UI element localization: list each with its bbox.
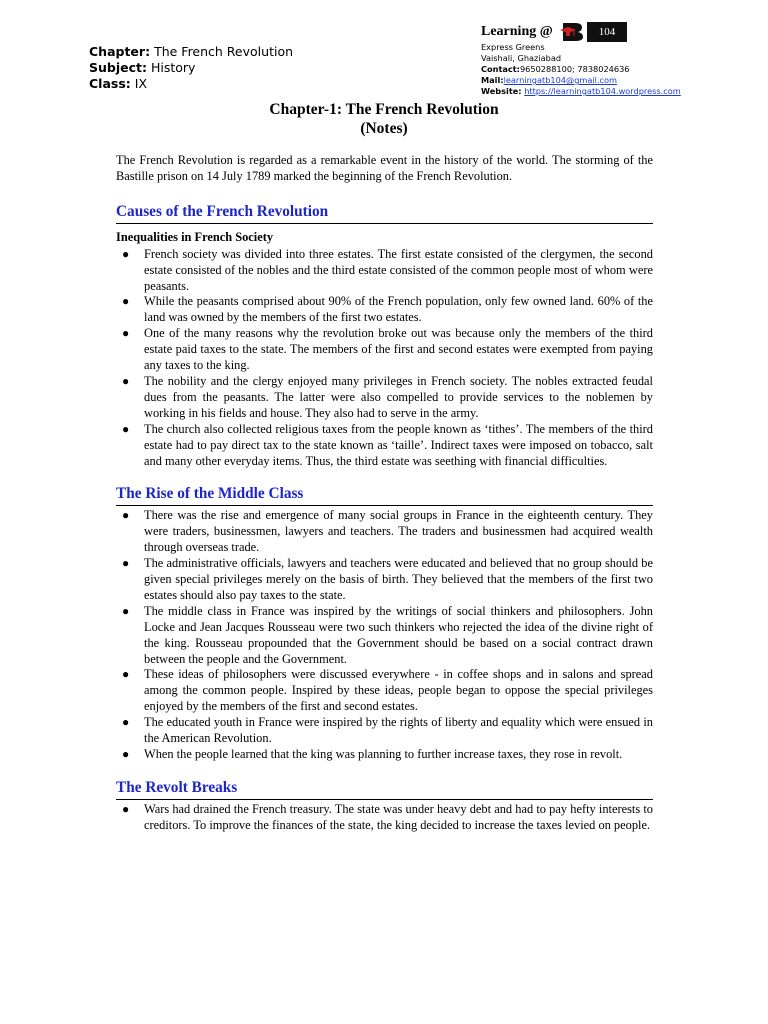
brand-line-2: Vaishali, Ghaziabad — [481, 53, 562, 63]
bullet-dot: ● — [122, 667, 130, 682]
bullet-list — [116, 802, 653, 834]
list-item: ● There was the rise and emergence of many social groups in France in the eighteenth century. They were traders, businessmen, lawyers and teachers. The traders and businessmen had acquired wealth through overseas trade. — [122, 508, 653, 555]
section-middle-class — [116, 484, 653, 763]
brand-block — [481, 22, 711, 97]
bullet-list — [116, 247, 653, 470]
class-line: Class: IX — [89, 76, 148, 91]
subject-line: Subject: History — [89, 60, 196, 75]
brand-title — [481, 22, 711, 42]
list-item: ● Wars had drained the French treasury. The state was under heavy debt and had to pay hefty interests to creditors. To improve the finances of the state, the king decided to increase the taxes levied on people. — [122, 801, 653, 832]
bullet-dot: ● — [122, 246, 130, 261]
bullet-dot: ● — [122, 508, 130, 523]
section-heading: The Revolt Breaks — [116, 778, 653, 800]
bullet-dot: ● — [122, 603, 130, 618]
contact-line: Contact:9650288100; 7838024636 — [481, 64, 630, 74]
bullet-dot: ● — [122, 556, 130, 571]
list-item: ● The middle class in France was inspired by the writings of social thinkers and philosophers. John Locke and Jean Jacques Rousseau were two such thinkers who rejected the idea of the divine right of the king. Rousseau propounded that the Government should be based on a social contract drawn between the people and the Government. — [122, 603, 653, 666]
bullet-list — [116, 508, 653, 763]
bullet-dot: ● — [122, 747, 130, 761]
section-revolt — [116, 778, 653, 834]
title-line-2: (Notes) — [360, 120, 408, 137]
brand-number: 104 — [587, 22, 628, 42]
brand-details — [481, 42, 711, 97]
brand-line-1: Express Greens — [481, 42, 545, 52]
title-line-1: Chapter-1: The French Revolution — [269, 101, 499, 118]
bullet-dot: ● — [122, 801, 130, 816]
document-meta — [89, 44, 293, 92]
section-heading: The Rise of the Middle Class — [116, 484, 653, 506]
bullet-dot: ● — [122, 715, 130, 730]
document-body — [116, 153, 653, 834]
brand-name: Learning @ — [481, 24, 553, 39]
intro-paragraph: The French Revolution is regarded as a remarkable event in the history of the world. The storming of the Bastille prison on 14 July 1789 marked the beginning of the French Revolution. — [116, 153, 653, 183]
bullet-dot: ● — [122, 373, 130, 388]
section-heading: Causes of the French Revolution — [116, 202, 653, 224]
list-item: ● While the peasants comprised about 90% of the French population, only few owned land. 60% of the land was owned by the members of the first two estates. — [122, 294, 653, 325]
bullet-dot: ● — [122, 326, 130, 341]
chapter-line: Chapter: The French Revolution — [89, 44, 294, 59]
mail-link[interactable]: learningatb104@gmail.com — [503, 75, 618, 85]
bullet-dot: ● — [122, 294, 130, 309]
document-title — [0, 100, 768, 138]
b-logo-icon — [559, 22, 585, 42]
list-item: ● The administrative officials, lawyers and teachers were educated and believed that no group should be given special privileges merely on the basis of birth. They believed that the members of the first two estates should also pay taxes to the state. — [122, 556, 653, 602]
section-subheading: Inequalities in French Society — [116, 229, 274, 244]
list-item: ● The educated youth in France were inspired by the rights of liberty and equality which were ensued in the American Revolution. — [122, 715, 653, 746]
bullet-dot: ● — [122, 421, 130, 436]
list-item: ● The church also collected religious taxes from the people known as ‘tithes’. The members of the third estate had to pay direct tax to the state known as ‘taille’. Indirect taxes were imposed on tobacco, salt and many other everyday items. Thus, the third estate was seething with financial difficulties. — [122, 421, 653, 468]
list-item: ● One of the many reasons why the revolution broke out was because only the members of the third estate paid taxes to the state. The members of the first and second estates were exempted from paying any taxes to the king. — [122, 326, 653, 373]
list-item: ● The nobility and the clergy enjoyed many privileges in French society. The nobles extracted feudal dues from the peasants. The latter were also compelled to provide services to the noblemen by working in his fields and house. They also had to serve in the army. — [122, 373, 653, 420]
list-item: ● When the people learned that the king was planning to further increase taxes, they rose in revolt. — [122, 747, 623, 761]
list-item: ● These ideas of philosophers were discussed everywhere - in coffee shops and in salons and spread among the common people. Inspired by these ideas, people began to oppose the special privileges enjoyed by the members of the first and second estates. — [122, 667, 653, 714]
section-causes — [116, 202, 653, 470]
website-link[interactable]: https://learningatb104.wordpress.com — [524, 86, 681, 96]
list-item: ● French society was divided into three estates. The first estate consisted of the clergymen, the second estate consisted of the nobles and the third estate consisted of the common people most of whom were peasants. — [122, 246, 653, 293]
mail-line: Mail:learningatb104@gmail.com — [481, 75, 618, 85]
brand-logo — [559, 22, 628, 42]
website-line: Website: https://learningatb104.wordpress.com — [481, 86, 681, 96]
